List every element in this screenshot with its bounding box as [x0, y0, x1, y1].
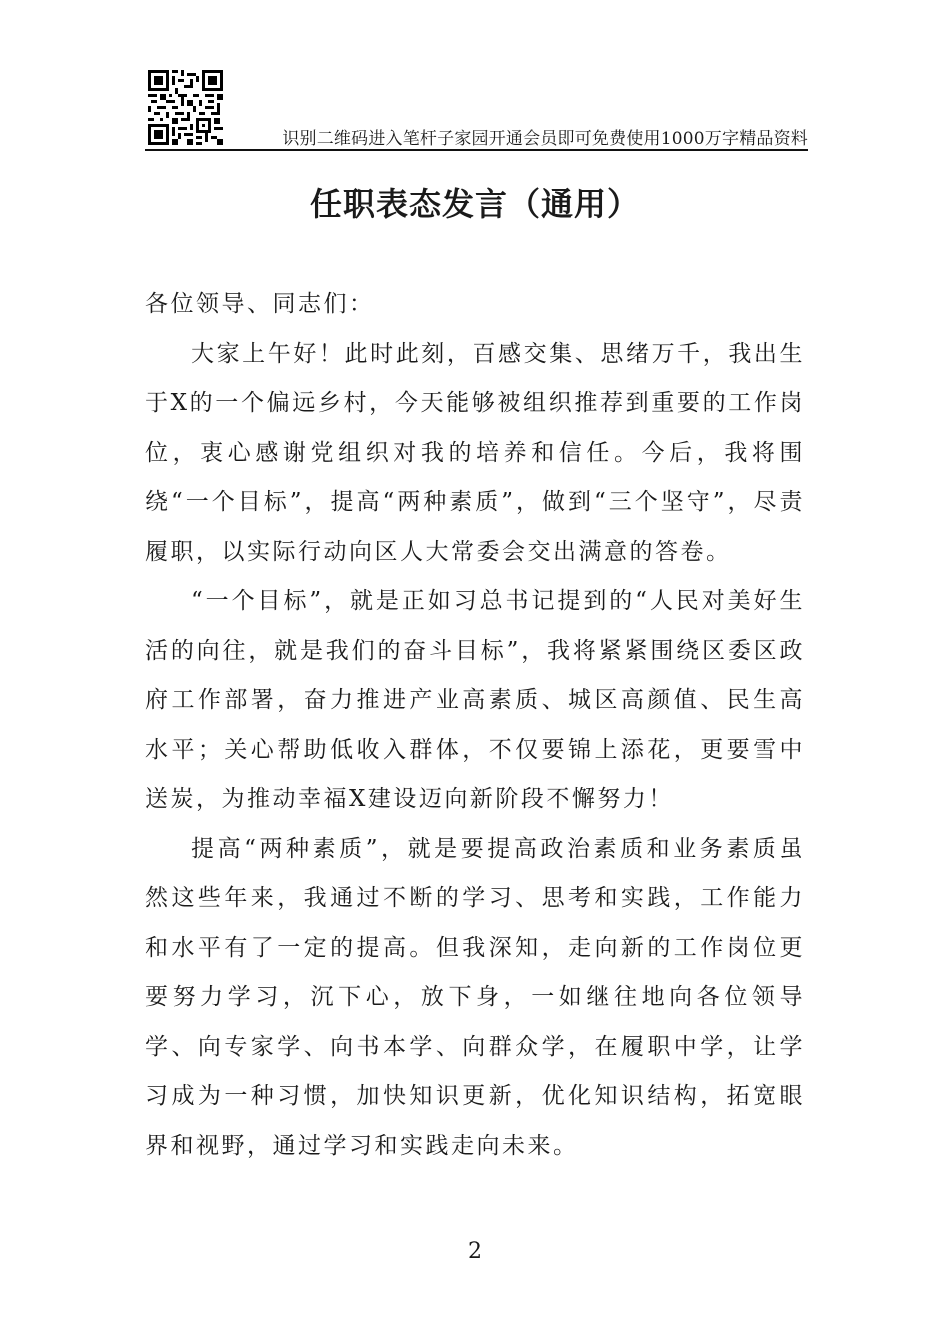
qr-code-icon[interactable]: [148, 70, 223, 145]
document-title: 任职表态发言（通用）: [309, 185, 640, 223]
paragraph-3: 提高“两种素质”，就是要提高政治素质和业务素质虽然这些年来，我通过不断的学习、思考和实践，工作能力和水平有了一定的提高。但我深知，走向新的工作岗位更要努力学习，沉下心，放下身，一如继往地向各位领导学、向专家学、向书本学、向群众学，在履职中学，让学习成为一种习惯，加快知识更新，优化知识结构，拓宽眼界和视野，通过学习和实践走向未来。: [145, 835, 805, 1159]
header-divider: [145, 149, 808, 151]
header-promo-text: 识别二维码进入笔杆子家园开通会员即可免费使用1000万字精品资料: [282, 129, 808, 149]
page-number: 2: [468, 1239, 482, 1264]
paragraph-1: 大家上午好！此时此刻，百感交集、思绪万千，我出生于X的一个偏远乡村，今天能够被组织推荐到重要的工作岗位，衷心感谢党组织对我的培养和信任。今后，我将围绕“一个目标”，提高“两种素质”，做到“三个坚守”，尽责履职，以实际行动向区人大常委会交出满意的答卷。: [145, 340, 805, 565]
document-body: [145, 280, 805, 1171]
salutation: 各位领导、同志们：: [145, 291, 375, 317]
paragraph-2: “一个目标”，就是正如习总书记提到的“人民对美好生活的向往，就是我们的奋斗目标”，我将紧紧围绕区委区政府工作部署，奋力推进产业高素质、城区高颜值、民生高水平；关心帮助低收入群体，不仅要锦上添花，更要雪中送炭，为推动幸福X建设迈向新阶段不懈努力！: [145, 588, 805, 812]
page-header: [145, 68, 808, 150]
